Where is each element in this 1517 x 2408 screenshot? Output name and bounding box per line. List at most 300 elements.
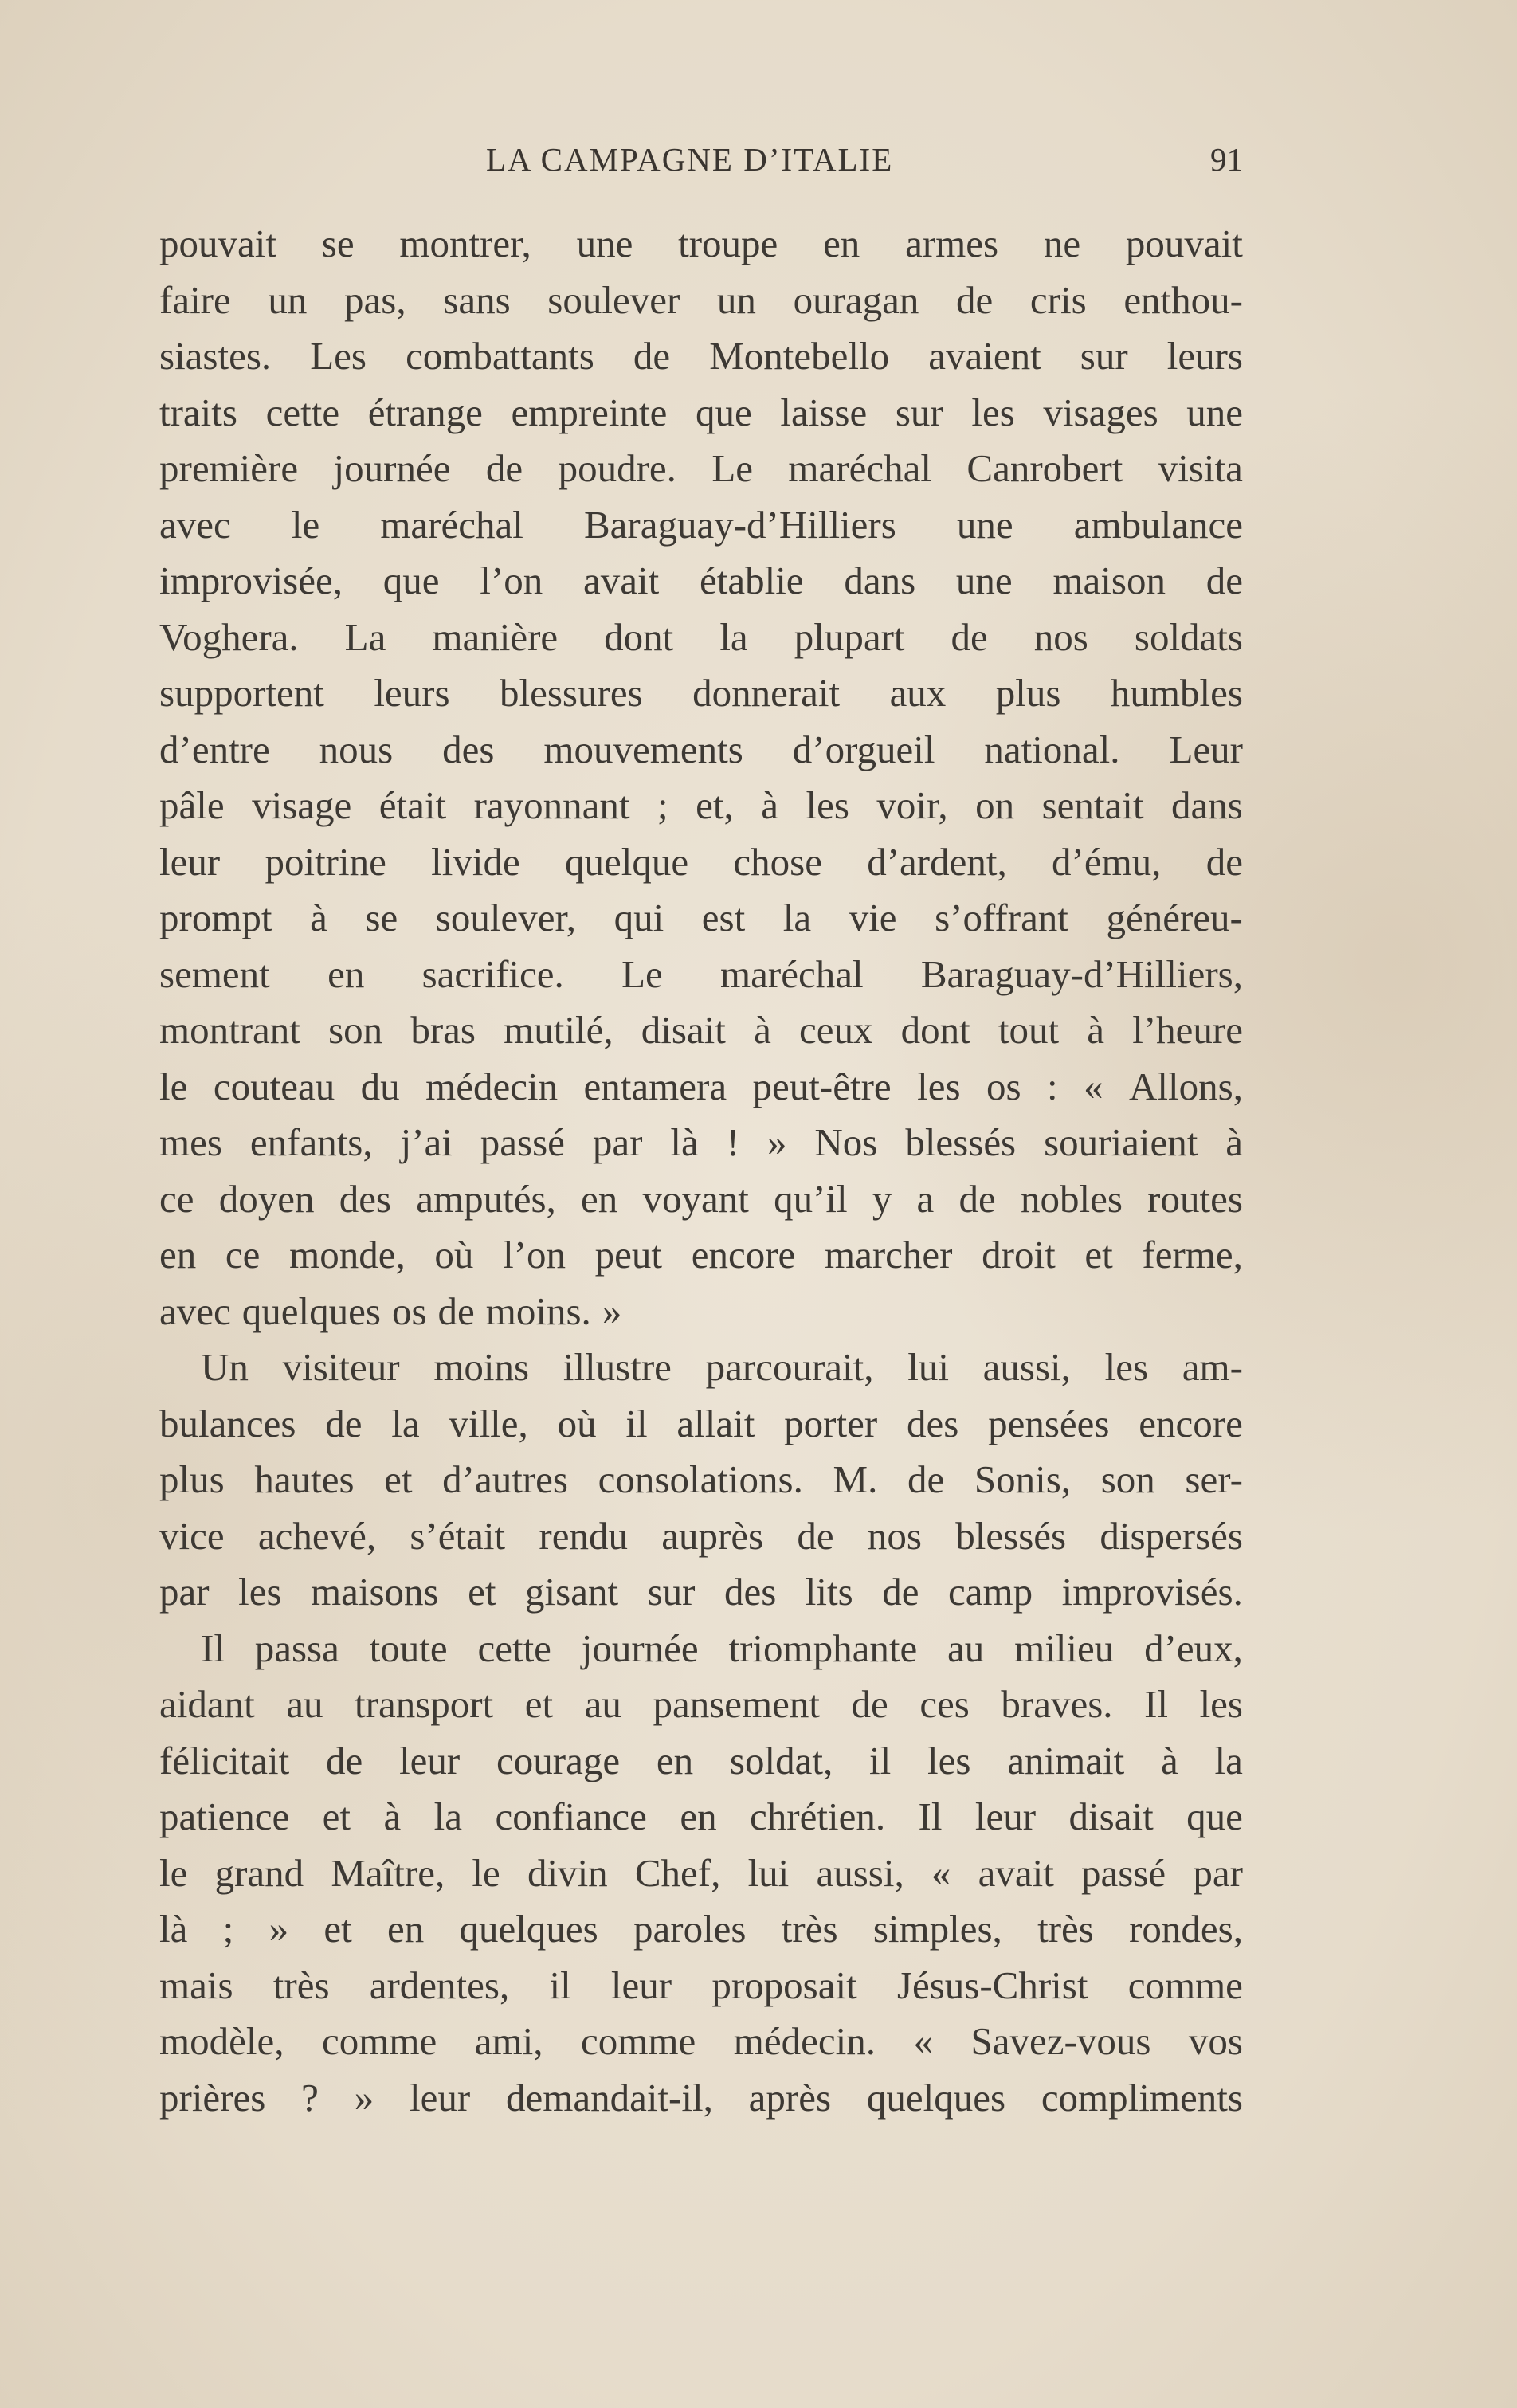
word: comme xyxy=(581,2019,696,2063)
word: la xyxy=(719,614,748,659)
word: ceux xyxy=(798,1008,873,1052)
word: le xyxy=(472,1850,500,1895)
word: aussi, xyxy=(982,1345,1071,1389)
text-line xyxy=(159,722,1243,778)
word: grand xyxy=(214,1850,304,1895)
word: maréchal xyxy=(788,446,931,490)
word: est xyxy=(701,896,746,939)
word: soulever, xyxy=(435,896,577,939)
word: à xyxy=(754,1008,771,1052)
word: la xyxy=(1214,1738,1243,1782)
word: laisse xyxy=(780,390,868,434)
word: d’autres xyxy=(442,1457,568,1501)
word: était xyxy=(378,783,447,827)
word: de xyxy=(326,1738,363,1782)
word: une xyxy=(956,502,1013,547)
word: Voghera. xyxy=(159,614,299,659)
text-line xyxy=(159,1171,1243,1228)
word: os xyxy=(986,1064,1021,1108)
text-line xyxy=(159,328,1243,385)
word: voyant xyxy=(642,1176,749,1221)
word: patience xyxy=(159,1794,290,1838)
word: journée xyxy=(333,446,451,490)
word: camp xyxy=(947,1570,1033,1614)
text-line xyxy=(159,834,1243,891)
text-line xyxy=(159,1845,1243,1902)
word: ambulance xyxy=(1073,502,1243,547)
word: l’on xyxy=(480,559,543,602)
word: quelques xyxy=(241,1288,381,1333)
word: cette xyxy=(265,390,340,434)
text-line xyxy=(159,1396,1243,1453)
word: soulever xyxy=(547,277,680,322)
text-line xyxy=(159,497,1243,554)
word: l’heure xyxy=(1132,1008,1243,1052)
word: transport xyxy=(355,1682,494,1726)
word: sacrifice. xyxy=(421,951,564,996)
word: sur xyxy=(1080,334,1128,378)
word: soldats xyxy=(1134,614,1243,659)
word: un xyxy=(268,277,308,322)
word: leur xyxy=(409,2075,471,2120)
word: confiance xyxy=(495,1794,647,1838)
word: où xyxy=(557,1401,597,1445)
word: vie xyxy=(849,896,897,939)
word: son xyxy=(1100,1457,1155,1501)
word: traits xyxy=(159,390,237,434)
word: divin xyxy=(527,1850,608,1895)
word: Leur xyxy=(1169,727,1243,771)
word: prompt xyxy=(159,896,272,939)
word: ne xyxy=(1043,222,1081,265)
word: modèle, xyxy=(159,2019,284,2063)
word: par xyxy=(159,1570,210,1614)
word: nobles xyxy=(1020,1176,1123,1221)
text-line xyxy=(159,1227,1243,1284)
word: combattants xyxy=(406,334,594,378)
word: a xyxy=(916,1176,935,1221)
word: Il xyxy=(201,1626,225,1670)
word: » xyxy=(602,1288,622,1333)
word: que xyxy=(382,559,440,602)
word: routes xyxy=(1147,1176,1243,1221)
word: les xyxy=(927,1738,971,1782)
word: et xyxy=(323,1907,352,1951)
word: journée xyxy=(581,1626,699,1670)
word: visage xyxy=(252,783,352,827)
word: Un xyxy=(201,1345,249,1389)
word: ; xyxy=(657,783,668,827)
word: en xyxy=(387,1907,425,1951)
word: en xyxy=(656,1738,694,1782)
word: triomphante xyxy=(728,1626,918,1670)
word: avait xyxy=(978,1850,1054,1895)
word: monde, xyxy=(289,1233,406,1277)
word: félicitait xyxy=(159,1738,290,1782)
word: des xyxy=(442,727,495,771)
text-line xyxy=(159,1059,1243,1116)
word: peut-être xyxy=(752,1064,892,1108)
word: l’on xyxy=(503,1233,566,1277)
text-line xyxy=(159,890,1243,947)
word: animait xyxy=(1007,1738,1125,1782)
word: un xyxy=(716,277,756,322)
word: dont xyxy=(604,614,674,659)
word: leurs xyxy=(1166,334,1243,378)
word: là xyxy=(670,1120,699,1164)
word: pouvait xyxy=(159,222,276,265)
word: passa xyxy=(254,1626,339,1670)
word: lui xyxy=(907,1345,949,1389)
word: aux xyxy=(889,671,947,715)
word: passé xyxy=(480,1120,565,1164)
word: dispersés xyxy=(1100,1513,1243,1558)
word: d’entre xyxy=(159,727,270,771)
word: une xyxy=(576,222,633,265)
word: voir, xyxy=(876,783,948,827)
word: blessés xyxy=(905,1120,1017,1164)
word: moins. xyxy=(485,1288,591,1333)
word: en xyxy=(581,1176,618,1221)
word: supportent xyxy=(159,671,324,715)
word: y xyxy=(872,1176,892,1221)
word: une xyxy=(1186,390,1243,434)
word: de xyxy=(485,446,523,490)
word: quelques xyxy=(866,2075,1006,2120)
word: hautes xyxy=(254,1457,355,1501)
word: rendu xyxy=(539,1513,628,1558)
word: de xyxy=(633,334,671,378)
word: en xyxy=(680,1794,717,1838)
word: rondes, xyxy=(1129,1907,1243,1951)
word: la xyxy=(391,1401,420,1445)
word: visiteur xyxy=(282,1345,400,1389)
word: se xyxy=(365,896,398,939)
word: prières xyxy=(159,2075,266,2120)
text-line xyxy=(159,665,1243,722)
word: comme xyxy=(1127,1963,1243,2007)
word: étrange xyxy=(367,390,483,434)
word: nous xyxy=(319,727,394,771)
word: poitrine xyxy=(265,839,386,884)
word: mouvements xyxy=(543,727,743,771)
word: au xyxy=(286,1682,323,1726)
word: troupe xyxy=(678,222,778,265)
text-line xyxy=(159,1958,1243,2014)
word: Maître, xyxy=(331,1850,445,1895)
word: du xyxy=(360,1064,400,1108)
text-line xyxy=(159,273,1243,329)
word: passé xyxy=(1081,1850,1166,1895)
word: le xyxy=(159,1064,188,1108)
text-line xyxy=(159,1733,1243,1790)
word: les xyxy=(971,390,1015,434)
word: soldat, xyxy=(729,1738,833,1782)
word: Chef, xyxy=(634,1850,721,1895)
word: la xyxy=(782,896,812,939)
word: ! xyxy=(726,1120,740,1164)
text-line xyxy=(159,1002,1243,1059)
word: la xyxy=(433,1794,463,1838)
word: maison xyxy=(1052,559,1166,602)
word: d’eux, xyxy=(1144,1626,1243,1670)
word: milieu xyxy=(1014,1626,1115,1670)
word: très xyxy=(272,1963,330,2007)
word: lits xyxy=(805,1570,853,1614)
word: consolations. xyxy=(598,1457,803,1501)
word: « xyxy=(931,1850,951,1895)
word: amputés, xyxy=(416,1176,556,1221)
word: os xyxy=(391,1288,427,1333)
word: par xyxy=(592,1120,643,1164)
word: peut xyxy=(594,1233,663,1277)
word: à xyxy=(310,896,327,939)
word: et, xyxy=(696,783,734,827)
word: de xyxy=(851,1682,888,1726)
word: plus xyxy=(995,671,1061,715)
word: : xyxy=(1047,1064,1058,1108)
word: et xyxy=(524,1682,554,1726)
word: braves. xyxy=(1001,1682,1113,1726)
text-line xyxy=(159,216,1243,273)
word: doyen xyxy=(218,1176,315,1221)
word: Les xyxy=(310,334,367,378)
word: d’ardent, xyxy=(867,839,1007,884)
word: cris xyxy=(1029,277,1087,322)
word: très xyxy=(781,1907,838,1951)
word: nos xyxy=(867,1513,922,1558)
word: les xyxy=(238,1570,282,1614)
word: » xyxy=(766,1120,787,1164)
word: couteau xyxy=(213,1064,335,1108)
word: donnerait xyxy=(692,671,841,715)
word: Il xyxy=(1144,1682,1169,1726)
word: généreu- xyxy=(1106,896,1243,939)
word: « xyxy=(913,2019,933,2063)
word: tout xyxy=(998,1008,1060,1052)
word: pensées xyxy=(988,1401,1110,1445)
word: ; xyxy=(222,1907,234,1951)
word: sur xyxy=(895,390,943,434)
word: Baraguay-d’Hilliers xyxy=(583,502,896,547)
word: demandait-il, xyxy=(505,2075,713,2120)
word: Montebello xyxy=(709,334,890,378)
word: sans xyxy=(443,277,511,322)
word: Allons, xyxy=(1129,1064,1243,1108)
word: les xyxy=(1104,1345,1149,1389)
word: enthou- xyxy=(1123,277,1243,322)
word: empreinte xyxy=(511,390,668,434)
text-line xyxy=(159,441,1243,497)
word: où xyxy=(434,1233,474,1277)
word: lui xyxy=(747,1850,790,1895)
word: au xyxy=(947,1626,985,1670)
word: ardentes, xyxy=(369,1963,510,2007)
word: il xyxy=(869,1738,892,1782)
word: de xyxy=(882,1570,919,1614)
word: disait xyxy=(1068,1794,1154,1838)
word: et xyxy=(384,1457,413,1501)
word: aidant xyxy=(159,1682,255,1726)
word: montrant xyxy=(159,1008,300,1052)
text-line xyxy=(159,610,1243,666)
word: manière xyxy=(432,614,559,659)
word: en xyxy=(159,1233,197,1277)
word: de xyxy=(907,1457,945,1501)
word: M. xyxy=(833,1457,878,1501)
word: plupart xyxy=(794,614,905,659)
word: auprès xyxy=(661,1513,764,1558)
word: » xyxy=(269,1907,289,1951)
word: ser- xyxy=(1185,1457,1243,1501)
word: maréchal xyxy=(720,951,864,996)
word: pas, xyxy=(344,277,406,322)
word: ces xyxy=(919,1682,970,1726)
word: encore xyxy=(1139,1401,1243,1445)
word: médecin xyxy=(425,1064,559,1108)
word: rayonnant xyxy=(473,783,630,827)
word: au xyxy=(584,1682,621,1726)
running-head xyxy=(159,140,1243,188)
word: disait xyxy=(641,1008,726,1052)
word: livide xyxy=(431,839,520,884)
word: ami, xyxy=(474,2019,543,2063)
word: une xyxy=(955,559,1013,602)
word: encore xyxy=(691,1233,796,1277)
text-line xyxy=(159,1677,1243,1733)
word: avec xyxy=(159,1288,231,1333)
word: que xyxy=(1186,1794,1243,1838)
word: leurs xyxy=(374,671,450,715)
word: médecin. xyxy=(733,2019,876,2063)
word: mes xyxy=(159,1120,222,1164)
text-line xyxy=(159,1508,1243,1565)
text-line xyxy=(159,947,1243,1003)
word: toute xyxy=(369,1626,448,1670)
word: visages xyxy=(1043,390,1158,434)
word: Jésus-Christ xyxy=(896,1963,1088,2007)
word: compliments xyxy=(1041,2075,1243,2120)
text-line xyxy=(159,1621,1243,1677)
word: de xyxy=(956,277,994,322)
text-line xyxy=(159,778,1243,834)
word: illustre xyxy=(563,1345,672,1389)
word: bulances xyxy=(159,1401,296,1445)
word: se xyxy=(321,222,355,265)
word: et xyxy=(1084,1233,1113,1277)
word: gisant xyxy=(525,1570,619,1614)
word: sur xyxy=(647,1570,696,1614)
text-line xyxy=(159,385,1243,441)
word: ferme, xyxy=(1142,1233,1243,1277)
text-line xyxy=(159,1284,1243,1340)
word: il xyxy=(625,1401,648,1445)
word: son xyxy=(328,1008,383,1052)
word: d’orgueil xyxy=(792,727,935,771)
word: visita xyxy=(1158,446,1243,490)
word: Nos xyxy=(814,1120,878,1164)
word: dont xyxy=(900,1008,970,1052)
running-title: LA CAMPAGNE D’ITALIE xyxy=(486,141,894,178)
word: avaient xyxy=(928,334,1041,378)
word: national. xyxy=(984,727,1120,771)
word: siastes. xyxy=(159,334,272,378)
word: mutilé, xyxy=(504,1008,613,1052)
word: achevé, xyxy=(257,1513,377,1558)
word: pâle xyxy=(159,783,225,827)
word: il xyxy=(549,1963,571,2007)
word: Baraguay-d’Hilliers, xyxy=(920,951,1243,996)
word: que xyxy=(696,390,752,434)
word: le xyxy=(159,1850,188,1895)
word: » xyxy=(354,2075,374,2120)
word: leur xyxy=(399,1738,461,1782)
word: là xyxy=(159,1907,188,1951)
word: de xyxy=(951,614,988,659)
word: d’ému, xyxy=(1052,839,1162,884)
word: en xyxy=(823,222,860,265)
word: et xyxy=(468,1570,496,1614)
text-line xyxy=(159,1901,1243,1958)
word: on xyxy=(975,783,1015,827)
word: montrer, xyxy=(399,222,531,265)
word: en xyxy=(327,951,365,996)
word: pouvait xyxy=(1125,222,1243,265)
word: allait xyxy=(676,1401,755,1445)
word: des xyxy=(339,1176,392,1221)
word: dans xyxy=(844,559,916,602)
word: sement xyxy=(159,951,270,996)
body-text xyxy=(159,216,1243,2126)
word: les xyxy=(1199,1682,1243,1726)
word: des xyxy=(723,1570,777,1614)
word: nos xyxy=(1033,614,1088,659)
word: cette xyxy=(477,1626,551,1670)
word: leur xyxy=(974,1794,1037,1838)
word: dans xyxy=(1171,783,1243,827)
word: leur xyxy=(610,1963,672,2007)
word: sentait xyxy=(1041,783,1144,827)
word: enfants, xyxy=(249,1120,373,1164)
page-number: 91 xyxy=(1210,141,1243,178)
word: comme xyxy=(322,2019,437,2063)
word: à xyxy=(1087,1008,1105,1052)
word: de xyxy=(1205,839,1243,884)
word: de xyxy=(797,1513,834,1558)
text-line xyxy=(159,1339,1243,1396)
text-line xyxy=(159,1789,1243,1845)
word: première xyxy=(159,446,299,490)
word: Savez-vous xyxy=(970,2019,1151,2063)
word: vos xyxy=(1188,2019,1243,2063)
text-line xyxy=(159,1452,1243,1508)
word: de xyxy=(958,1176,996,1221)
word: La xyxy=(344,614,386,659)
text-line xyxy=(159,553,1243,610)
word: à xyxy=(761,783,778,827)
word: bras xyxy=(410,1008,476,1052)
word: qu’il xyxy=(774,1176,848,1221)
word: chose xyxy=(733,839,822,884)
word: avait xyxy=(582,559,660,602)
word: et xyxy=(322,1794,351,1838)
word: aussi, xyxy=(816,1850,904,1895)
word: improvisés. xyxy=(1061,1570,1243,1614)
word: leur xyxy=(159,839,221,884)
word: armes xyxy=(905,222,999,265)
word: de xyxy=(437,1288,475,1333)
word: Il xyxy=(918,1794,943,1838)
